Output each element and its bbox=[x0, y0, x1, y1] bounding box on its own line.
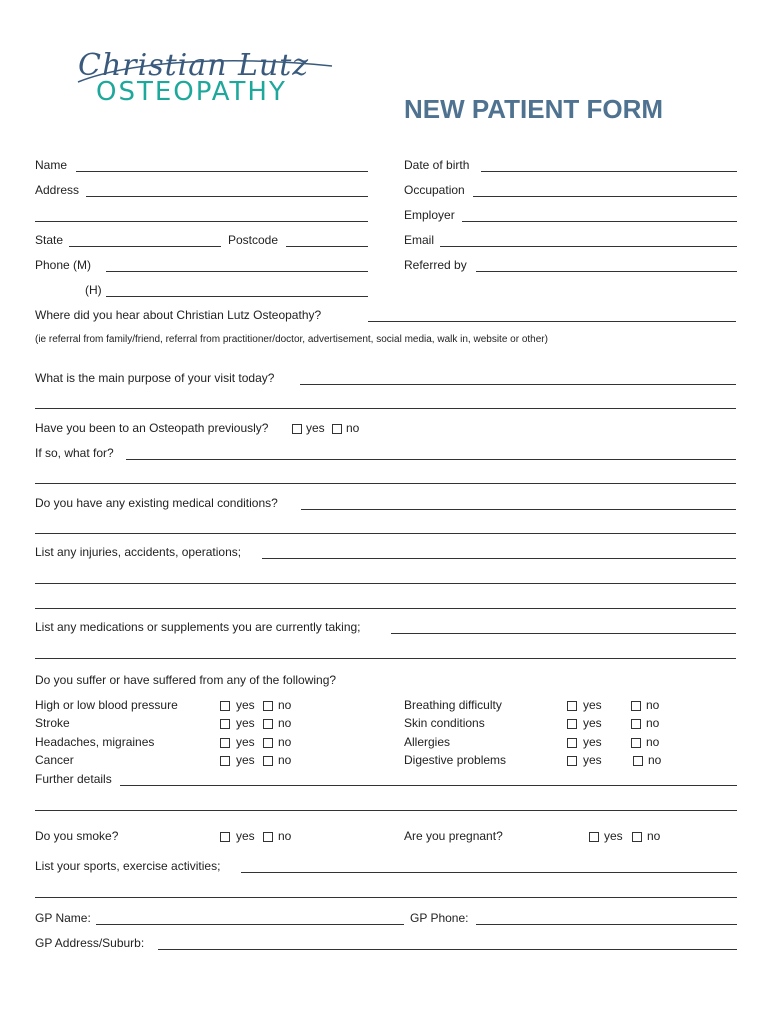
condition-label-left-0: High or low blood pressure bbox=[35, 698, 178, 712]
stroke-yes-checkbox[interactable] bbox=[220, 719, 230, 729]
postcode-label: Postcode bbox=[228, 233, 279, 247]
allergies-yes-checkbox[interactable] bbox=[567, 738, 577, 748]
injuries-field-line2[interactable] bbox=[35, 583, 736, 584]
name-field[interactable] bbox=[76, 171, 368, 172]
form-title: NEW PATIENT FORM bbox=[404, 94, 664, 124]
employer-field[interactable] bbox=[462, 221, 737, 222]
condition-label-right-3: Digestive problems bbox=[404, 753, 507, 767]
gp-address-label: GP Address/Suburb: bbox=[35, 936, 145, 950]
yes-label: yes bbox=[236, 753, 255, 767]
existing-conditions-field-line2[interactable] bbox=[35, 533, 736, 534]
headaches-no-checkbox[interactable] bbox=[263, 738, 273, 748]
yes-label: yes bbox=[583, 735, 602, 749]
yes-label: yes bbox=[236, 735, 255, 749]
breathing-no-checkbox[interactable] bbox=[631, 701, 641, 711]
allergies-no-checkbox[interactable] bbox=[631, 738, 641, 748]
gp-address-field[interactable] bbox=[158, 949, 737, 950]
existing-conditions-field[interactable] bbox=[301, 509, 736, 510]
sports-label: List your sports, exercise activities; bbox=[35, 859, 221, 873]
yes-label: yes bbox=[604, 829, 623, 843]
condition-label-left-1: Stroke bbox=[35, 716, 70, 730]
if-so-label: If so, what for? bbox=[35, 446, 114, 460]
injuries-field-line3[interactable] bbox=[35, 608, 736, 609]
osteo-prev-no-checkbox[interactable] bbox=[332, 424, 342, 434]
no-label: no bbox=[648, 753, 662, 767]
if-so-field-line2[interactable] bbox=[35, 483, 736, 484]
no-label: no bbox=[278, 735, 292, 749]
employer-label: Employer bbox=[404, 208, 455, 222]
sports-field[interactable] bbox=[241, 872, 737, 873]
purpose-field-line2[interactable] bbox=[35, 408, 736, 409]
hear-about-field[interactable] bbox=[368, 321, 736, 322]
state-label: State bbox=[35, 233, 64, 247]
skin-yes-checkbox[interactable] bbox=[567, 719, 577, 729]
no-label: no bbox=[646, 716, 660, 730]
smoke-no-checkbox[interactable] bbox=[263, 832, 273, 842]
logo-osteopathy: OSTEOPATHY bbox=[96, 77, 287, 107]
yes-label: yes bbox=[236, 698, 255, 712]
no-label: no bbox=[278, 829, 292, 843]
smoke-label: Do you smoke? bbox=[35, 829, 119, 843]
address-line2-field[interactable] bbox=[35, 221, 368, 222]
condition-label-right-0: Breathing difficulty bbox=[404, 698, 502, 712]
no-label: no bbox=[647, 829, 661, 843]
osteo-prev-yes-label: yes bbox=[306, 421, 325, 435]
hear-about-note: (ie referral from family/friend, referral from practitioner/doctor, advertisement, social media, walk in, website or other) bbox=[35, 334, 548, 345]
skin-no-checkbox[interactable] bbox=[631, 719, 641, 729]
dob-field[interactable] bbox=[481, 171, 737, 172]
no-label: no bbox=[278, 753, 292, 767]
breathing-yes-checkbox[interactable] bbox=[567, 701, 577, 711]
occupation-label: Occupation bbox=[404, 183, 465, 197]
no-label: no bbox=[646, 735, 660, 749]
osteo-prev-no-label: no bbox=[346, 421, 360, 435]
osteo-prev-yes-checkbox[interactable] bbox=[292, 424, 302, 434]
blood-pressure-yes-checkbox[interactable] bbox=[220, 701, 230, 711]
digestive-no-checkbox[interactable] bbox=[633, 756, 643, 766]
hear-about-label: Where did you hear about Christian Lutz Osteopathy? bbox=[35, 308, 322, 322]
gp-phone-label: GP Phone: bbox=[410, 911, 469, 925]
occupation-field[interactable] bbox=[473, 196, 737, 197]
further-details-field-line2[interactable] bbox=[35, 810, 737, 811]
headaches-yes-checkbox[interactable] bbox=[220, 738, 230, 748]
phone-home-label: (H) bbox=[85, 283, 102, 297]
pregnant-no-checkbox[interactable] bbox=[632, 832, 642, 842]
gp-name-label: GP Name: bbox=[35, 911, 91, 925]
email-field[interactable] bbox=[440, 246, 737, 247]
email-label: Email bbox=[404, 233, 435, 247]
no-label: no bbox=[646, 698, 660, 712]
blood-pressure-no-checkbox[interactable] bbox=[263, 701, 273, 711]
yes-label: yes bbox=[583, 698, 602, 712]
osteo-prev-label: Have you been to an Osteopath previously? bbox=[35, 421, 269, 435]
referred-by-field[interactable] bbox=[476, 271, 737, 272]
further-details-field[interactable] bbox=[120, 785, 737, 786]
pregnant-yes-checkbox[interactable] bbox=[589, 832, 599, 842]
no-label: no bbox=[278, 698, 292, 712]
condition-label-left-3: Cancer bbox=[35, 753, 74, 767]
cancer-no-checkbox[interactable] bbox=[263, 756, 273, 766]
suffer-question-label: Do you suffer or have suffered from any of the following? bbox=[35, 673, 337, 687]
dob-label: Date of birth bbox=[404, 158, 470, 172]
medications-label: List any medications or supplements you are currently taking; bbox=[35, 620, 361, 634]
sports-field-line2[interactable] bbox=[35, 897, 737, 898]
phone-home-field[interactable] bbox=[106, 296, 368, 297]
digestive-yes-checkbox[interactable] bbox=[567, 756, 577, 766]
yes-label: yes bbox=[583, 753, 602, 767]
smoke-yes-checkbox[interactable] bbox=[220, 832, 230, 842]
referred-by-label: Referred by bbox=[404, 258, 467, 272]
cancer-yes-checkbox[interactable] bbox=[220, 756, 230, 766]
existing-conditions-label: Do you have any existing medical conditions? bbox=[35, 496, 278, 510]
address-label: Address bbox=[35, 183, 80, 197]
state-field[interactable] bbox=[69, 246, 221, 247]
gp-phone-field[interactable] bbox=[476, 924, 737, 925]
yes-label: yes bbox=[583, 716, 602, 730]
phone-mobile-label: Phone (M) bbox=[35, 258, 92, 272]
stroke-no-checkbox[interactable] bbox=[263, 719, 273, 729]
medications-field[interactable] bbox=[391, 633, 736, 634]
condition-label-right-2: Allergies bbox=[404, 735, 451, 749]
injuries-field[interactable] bbox=[262, 558, 736, 559]
condition-label-right-1: Skin conditions bbox=[404, 716, 485, 730]
logo-script-text: Christian Lutz bbox=[78, 48, 310, 83]
pregnant-label: Are you pregnant? bbox=[404, 829, 503, 843]
purpose-label: What is the main purpose of your visit today? bbox=[35, 371, 275, 385]
injuries-label: List any injuries, accidents, operations; bbox=[35, 545, 242, 559]
postcode-field[interactable] bbox=[286, 246, 368, 247]
medications-field-line2[interactable] bbox=[35, 658, 736, 659]
further-details-label: Further details bbox=[35, 772, 112, 786]
yes-label: yes bbox=[236, 829, 255, 843]
phone-mobile-field[interactable] bbox=[106, 271, 368, 272]
address-field[interactable] bbox=[86, 196, 368, 197]
no-label: no bbox=[278, 716, 292, 730]
yes-label: yes bbox=[236, 716, 255, 730]
purpose-field[interactable] bbox=[300, 384, 736, 385]
name-label: Name bbox=[35, 158, 68, 172]
if-so-field[interactable] bbox=[126, 459, 736, 460]
gp-name-field[interactable] bbox=[96, 924, 404, 925]
condition-label-left-2: Headaches, migraines bbox=[35, 735, 155, 749]
